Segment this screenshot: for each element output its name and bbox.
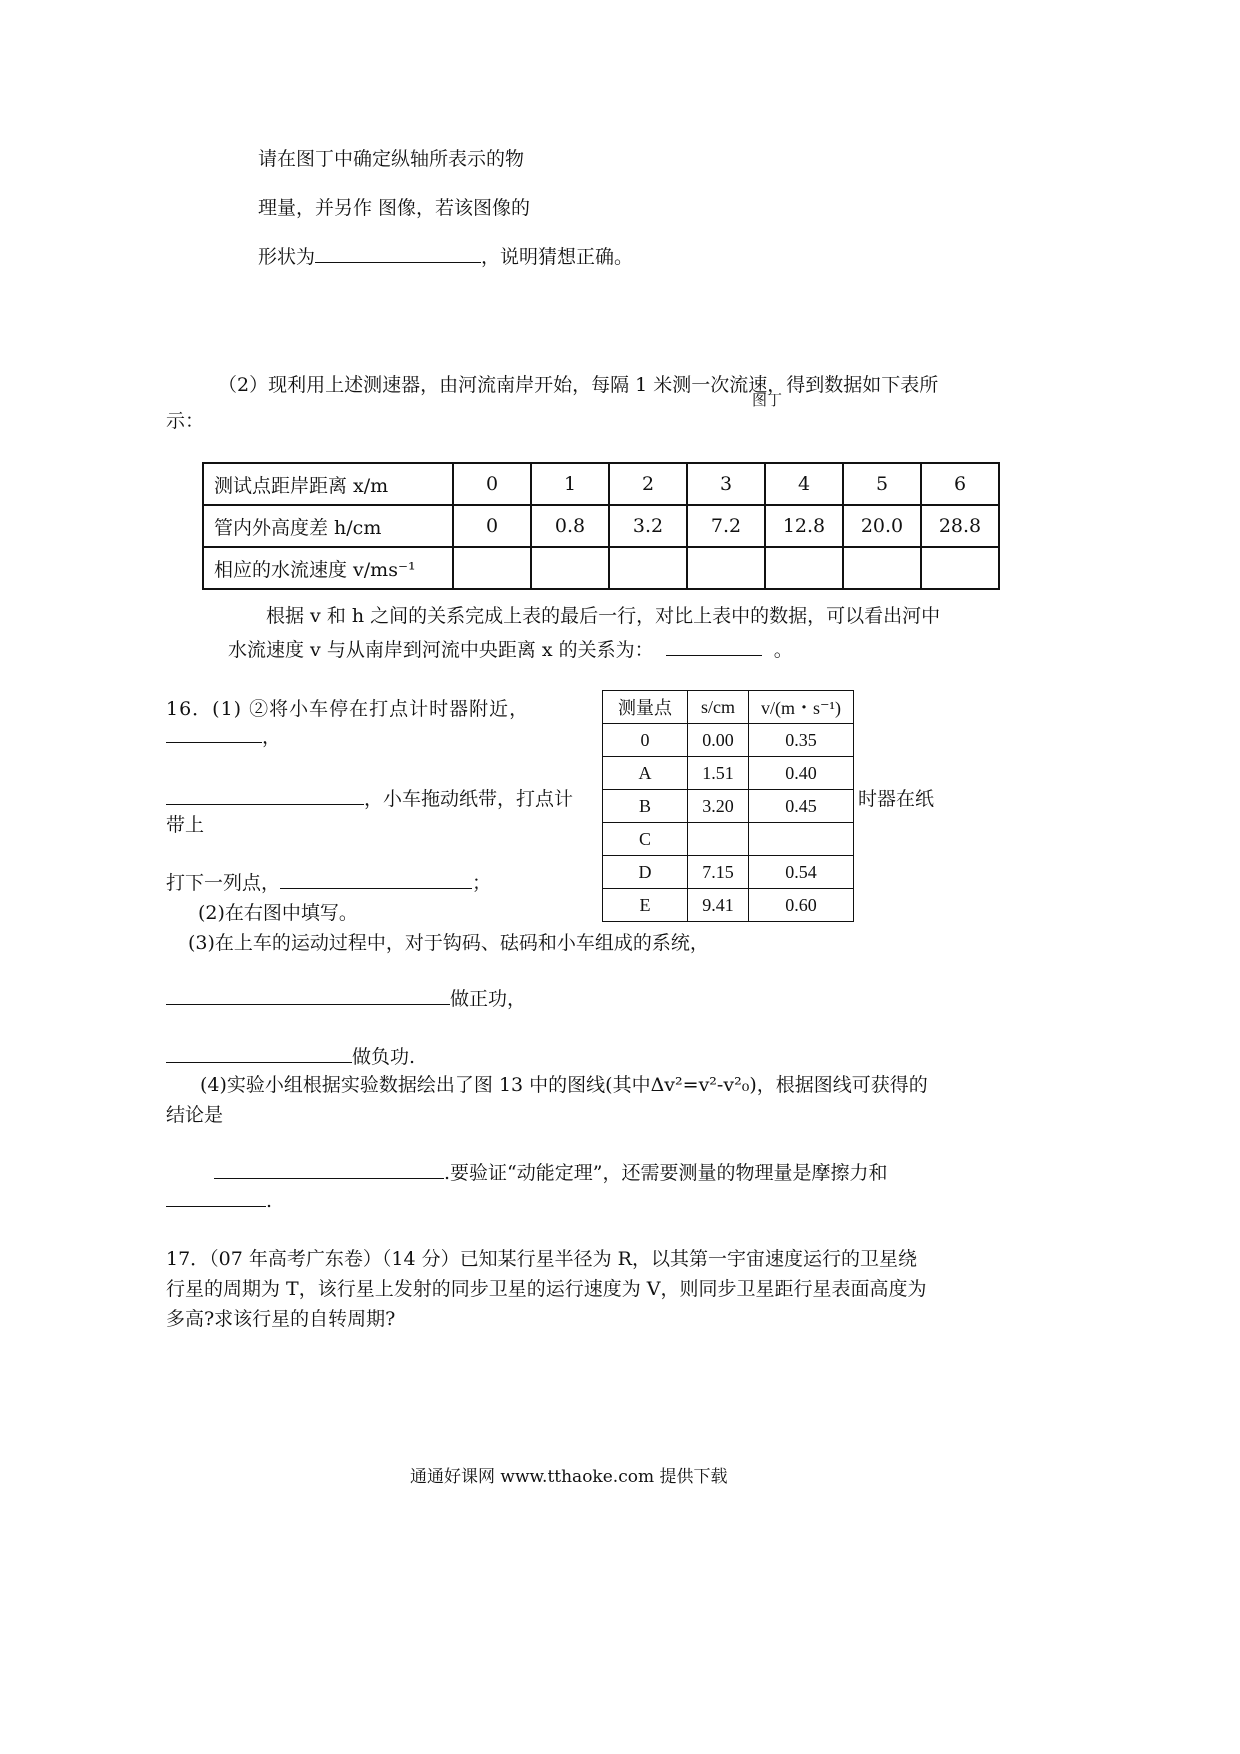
question-text: (2)在右图中填写。 (198, 902, 358, 924)
question-text (166, 722, 281, 749)
text-fragment: 做负功. (352, 1046, 416, 1068)
table-cell: 0.54 (749, 856, 854, 889)
answer-blank[interactable] (315, 244, 481, 263)
table-cell: 28.8 (921, 505, 999, 547)
answer-cell[interactable] (609, 547, 687, 589)
answer-cell[interactable] (921, 547, 999, 589)
table-cell: 5 (843, 463, 921, 505)
table-row (603, 823, 854, 856)
row-label: 管内外高度差 h/cm (203, 505, 453, 547)
question-text (166, 868, 491, 895)
answer-cell[interactable] (687, 547, 765, 589)
table-row (603, 889, 854, 922)
table-cell: 0.00 (688, 724, 749, 757)
table-cell: 0.8 (531, 505, 609, 547)
measurement-table (202, 462, 1000, 590)
table-cell: E (603, 889, 688, 922)
table-row (203, 547, 999, 589)
table-cell: 1.51 (688, 757, 749, 790)
text-line: 理量，并另作 图像，若该图像的 (258, 197, 531, 219)
question-text (214, 1158, 887, 1185)
answer-blank[interactable] (166, 1188, 266, 1207)
question-text: 16．(1) ②将小车停在打点计时器附近， (166, 698, 530, 720)
table-cell: D (603, 856, 688, 889)
velocity-table (602, 690, 854, 922)
table-cell: 20.0 (843, 505, 921, 547)
text-fragment: ， (262, 726, 282, 748)
question-text (228, 635, 793, 662)
table-cell: 0.45 (749, 790, 854, 823)
text-fragment: 。 (773, 639, 793, 661)
table-cell: B (603, 790, 688, 823)
table-cell: 7.2 (687, 505, 765, 547)
answer-blank[interactable] (166, 786, 364, 805)
column-header: v/(m・s⁻¹) (749, 691, 854, 724)
table-row (603, 757, 854, 790)
table-cell: A (603, 757, 688, 790)
table-cell: 0 (603, 724, 688, 757)
answer-blank[interactable] (166, 1044, 352, 1063)
column-header: s/cm (688, 691, 749, 724)
answer-cell[interactable] (749, 823, 854, 856)
table-cell: 0 (453, 505, 531, 547)
table-cell: 3.20 (688, 790, 749, 823)
question-text: 17．（07 年高考广东卷）（14 分）已知某行星半径为 R，以其第一宇宙速度运行的卫星绕 (166, 1248, 917, 1270)
question-text (166, 1042, 415, 1069)
question-text: 示： (166, 410, 205, 432)
text-fragment: 打下一列点， (166, 872, 281, 894)
table-cell: 1 (531, 463, 609, 505)
text-fragment: ； (472, 872, 492, 894)
question-text: (3)在上车的运动过程中，对于钩码、砝码和小车组成的系统， (188, 932, 709, 954)
question-text: 时器在纸 (858, 788, 935, 810)
table-header-row (603, 691, 854, 724)
answer-cell[interactable] (453, 547, 531, 589)
question-text: 多高?求该行星的自转周期? (166, 1308, 396, 1330)
table-cell: 0.40 (749, 757, 854, 790)
answer-blank[interactable] (214, 1160, 444, 1179)
answer-blank[interactable] (280, 870, 472, 889)
column-header: 测量点 (603, 691, 688, 724)
text-fragment: .要验证“动能定理”，还需要测量的物理量是摩擦力和 (444, 1162, 888, 1184)
table-cell: 0 (453, 463, 531, 505)
figure-label: 图丁 (752, 391, 783, 409)
table-row (203, 463, 999, 505)
answer-blank[interactable] (166, 986, 450, 1005)
text-fragment: 水流速度 v 与从南岸到河流中央距离 x 的关系为： (228, 639, 654, 661)
row-label: 相应的水流速度 v/ms⁻¹ (203, 547, 453, 589)
row-label: 测试点距岸距离 x/m (203, 463, 453, 505)
text-fragment: 形状为 (258, 246, 316, 268)
table-cell: 0.35 (749, 724, 854, 757)
text-fragment: . (266, 1190, 273, 1212)
text-fragment: ，小车拖动纸带，打点计 (364, 788, 574, 810)
table-cell: 0.60 (749, 889, 854, 922)
question-text (166, 984, 526, 1011)
question-text (166, 1188, 272, 1212)
table-cell: C (603, 823, 688, 856)
text-fragment: ，说明猜想正确。 (481, 246, 634, 268)
table-cell: 3 (687, 463, 765, 505)
table-row (603, 856, 854, 889)
text-line (258, 242, 633, 269)
page-footer: 通通好课网 www.tthaoke.com 提供下载 (410, 1467, 728, 1487)
answer-blank[interactable] (166, 724, 262, 743)
table-cell: 4 (765, 463, 843, 505)
answer-cell[interactable] (688, 823, 749, 856)
question-text: 带上 (166, 814, 205, 836)
text-fragment: 做正功， (450, 988, 527, 1010)
answer-blank[interactable] (666, 637, 762, 656)
table-cell: 12.8 (765, 505, 843, 547)
table-cell: 7.15 (688, 856, 749, 889)
answer-cell[interactable] (843, 547, 921, 589)
table-row (603, 724, 854, 757)
text-line: 请在图丁中确定纵轴所表示的物 (258, 148, 525, 170)
answer-cell[interactable] (765, 547, 843, 589)
question-text: 行星的周期为 T，该行星上发射的同步卫星的运行速度为 V，则同步卫星距行星表面高度为 (166, 1278, 927, 1300)
question-text: (4)实验小组根据实验数据绘出了图 13 中的图线(其中Δv²=v²-v²₀)，根据图线可获得的 (200, 1074, 928, 1096)
table-cell: 3.2 (609, 505, 687, 547)
table-cell: 9.41 (688, 889, 749, 922)
table-cell: 6 (921, 463, 999, 505)
table-cell: 2 (609, 463, 687, 505)
question-text: 结论是 (166, 1104, 224, 1126)
answer-cell[interactable] (531, 547, 609, 589)
question-text: （2）现利用上述测速器，由河流南岸开始，每隔 1 米测一次流速，得到数据如下表所 (218, 374, 939, 396)
question-text (166, 784, 573, 811)
question-text: 根据 v 和 h 之间的关系完成上表的最后一行，对比上表中的数据，可以看出河中 (266, 605, 941, 627)
table-row (603, 790, 854, 823)
table-row (203, 505, 999, 547)
